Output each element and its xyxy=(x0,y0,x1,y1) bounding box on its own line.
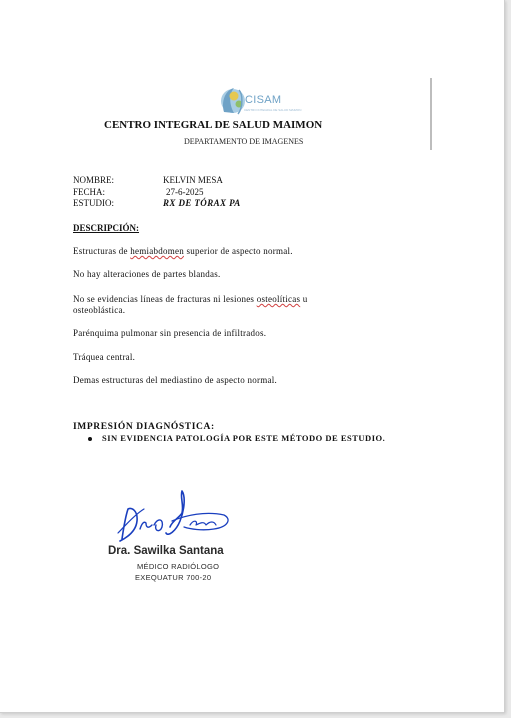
study-label: ESTUDIO: xyxy=(73,198,114,208)
p3-text-before: No se evidencias líneas de fracturas ni lesiones xyxy=(73,294,257,304)
name-value: KELVIN MESA xyxy=(163,175,223,185)
handwritten-signature-icon xyxy=(110,487,236,551)
description-paragraph-6: Demas estructuras del mediastino de aspecto normal. xyxy=(73,375,277,385)
p3-text-after: u xyxy=(300,294,308,304)
bullet-icon xyxy=(88,437,92,441)
clinic-title: CENTRO INTEGRAL DE SALUD MAIMON xyxy=(104,119,323,131)
logo-wordmark: CISAM xyxy=(245,94,282,106)
list-item xyxy=(88,433,385,443)
spellcheck-flagged-word: osteolíticas xyxy=(256,294,301,304)
department-subtitle: DEPARTAMENTO DE IMAGENES xyxy=(184,137,304,146)
date-label: FECHA: xyxy=(73,187,106,197)
impression-heading: IMPRESIÓN DIAGNÓSTICA: xyxy=(73,422,215,432)
p1-text-after: superior de aspecto normal. xyxy=(183,246,293,256)
impression-list xyxy=(88,433,385,443)
logo-subtext: CENTRO INTEGRAL DE SALUD MAIMON xyxy=(244,108,302,112)
description-paragraph-3 xyxy=(73,294,307,316)
signer-name: Dra. Sawilka Santana xyxy=(108,545,224,557)
name-label: NOMBRE: xyxy=(73,175,115,185)
study-value: RX DE TÓRAX PA xyxy=(163,198,241,208)
header-divider xyxy=(430,78,432,150)
impression-item-text: SIN EVIDENCIA PATOLOGÍA POR ESTE MÉTODO DE ESTUDIO. xyxy=(102,433,386,443)
description-paragraph-2: No hay alteraciones de partes blandas. xyxy=(73,269,221,279)
spellcheck-flagged-word: hemiabdomen xyxy=(130,246,184,256)
p3-text-line2: osteoblástica. xyxy=(73,305,126,315)
signer-license: EXEQUATUR 700-20 xyxy=(135,573,212,582)
description-paragraph-1 xyxy=(73,246,293,257)
description-paragraph-4: Parénquima pulmonar sin presencia de infiltrados. xyxy=(73,328,267,338)
date-value: 27-6-2025 xyxy=(166,187,204,197)
p1-text-before: Estructuras de xyxy=(73,246,131,256)
description-heading: DESCRIPCIÓN: xyxy=(73,223,140,233)
description-paragraph-5: Tráquea central. xyxy=(73,352,136,362)
signer-role: MÉDICO RADIÓLOGO xyxy=(137,562,220,571)
